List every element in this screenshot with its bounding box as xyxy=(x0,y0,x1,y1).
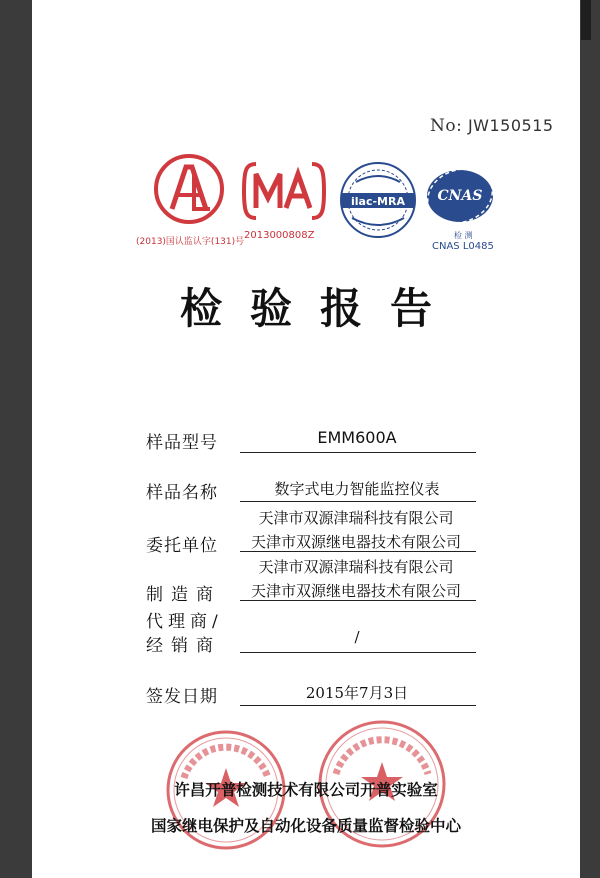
report-number-label: No: xyxy=(430,116,463,136)
client-underline xyxy=(240,551,476,552)
ilac-mra-text: ilac-MRA xyxy=(351,195,405,208)
cnas-logo-caption: CNAS L0485 xyxy=(432,241,494,252)
cnas-logo-subtext: 检 测 xyxy=(454,231,473,240)
manufacturer-value-line1: 天津市双源津瑞科技有限公司 xyxy=(258,558,454,576)
footer-center-name: 国家继电保护及自动化设备质量监督检验中心 xyxy=(150,817,461,835)
client-value-line1: 天津市双源津瑞科技有限公司 xyxy=(258,509,454,527)
client-value-line2: 天津市双源继电器技术有限公司 xyxy=(250,533,461,551)
sample-name-label: 样品名称 xyxy=(146,483,218,503)
issue-date-label: 签发日期 xyxy=(146,687,218,707)
footer-lab-name: 许昌开普检测技术有限公司开普实验室 xyxy=(174,781,438,799)
manufacturer-underline xyxy=(240,600,476,601)
report-number xyxy=(430,116,554,136)
agent-underline xyxy=(240,652,476,653)
cma-logo xyxy=(242,160,326,222)
sample-name-underline xyxy=(240,501,476,502)
client-label: 委托单位 xyxy=(146,536,218,556)
cal-logo-caption: (2013)国认监认字(131)号 xyxy=(136,237,245,247)
sample-model-value: EMM600A xyxy=(317,428,397,447)
cnas-logo-text: CNAS xyxy=(437,188,483,204)
sample-model-label: 样品型号 xyxy=(146,433,218,453)
sample-name-value: 数字式电力智能监控仪表 xyxy=(274,480,440,498)
issue-date-value: 2015年7月3日 xyxy=(305,684,409,702)
report-number-value: JW150515 xyxy=(467,116,554,135)
sample-model-underline xyxy=(240,452,476,453)
agent-label-line2: 经销商 xyxy=(146,636,221,656)
cma-logo-caption: 2013000808Z xyxy=(244,230,315,241)
cal-logo xyxy=(150,153,228,225)
agent-value: / xyxy=(354,628,360,646)
agent-label-line1: 代理商/ xyxy=(146,612,223,632)
cnas-logo xyxy=(424,166,496,228)
manufacturer-value-line2: 天津市双源继电器技术有限公司 xyxy=(250,582,461,600)
viewer-background-right xyxy=(580,0,600,878)
ilac-mra-logo xyxy=(338,160,418,240)
manufacturer-label: 制造商 xyxy=(146,585,221,605)
issue-date-underline xyxy=(240,705,476,706)
report-cover-page xyxy=(32,0,580,878)
viewer-scrollbar[interactable] xyxy=(581,0,591,40)
report-title: 检验报告 xyxy=(179,284,460,333)
viewer-background-left xyxy=(0,0,32,878)
